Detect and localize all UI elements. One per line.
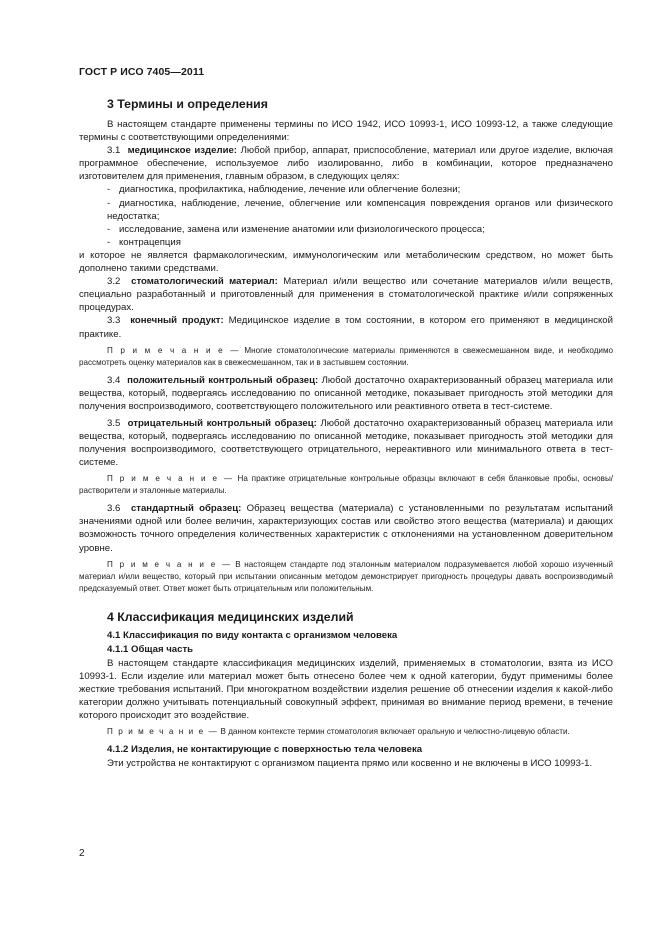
defined-term: положительный контрольный образец: bbox=[127, 374, 319, 386]
definition-3-2: 3.2 стоматологический материал: Материал и/или вещество или сочетание материалов и/или веществ, специально разработанный и приготовленный для применения в стоматологической практике и/или сопряженных процедурах. bbox=[79, 276, 613, 314]
list-item: - диагностика, профилактика, наблюдение, лечение или облегчение болезни; bbox=[107, 184, 461, 196]
defined-term: отрицательный контрольный образец: bbox=[127, 417, 317, 429]
paragraph-4-1-2: Эти устройства не контактируют с организмом пациента прямо или косвенно и не включены в ИСО 10993-1. bbox=[107, 758, 593, 770]
note-label: П р и м е ч а н и е — bbox=[107, 727, 219, 737]
paragraph-4-1-1: В настоящем стандарте классификация медицинских изделий, применяемых в стоматологии, взята из ИСО 10993-1. Если изделие или материал может быть отнесено более чем к одной категории, будут применимы более жесткие требования испытаний. При многократном воздействии изделия решение об отнесении изделия к какой-либо категории должно учитывать потенциальный совокупный эффект, принимая во внимание период времени, в течение которого происходит это воздействие. bbox=[79, 657, 613, 721]
definition-number: 3.1 bbox=[107, 145, 121, 157]
running-header: ГОСТ Р ИСО 7405—2011 bbox=[79, 66, 205, 78]
definition-3-1 bbox=[79, 144, 613, 183]
list-item: - исследование, замена или изменение анатомии или физиологического процесса; bbox=[107, 223, 485, 235]
definition-3-4: 3.4 положительный контрольный образец: Любой достаточно охарактеризованный образец материала или вещества, который, подвергаясь исследованию по описанной методике, показывает пригодность этой методики для получения воспроизводимого, соответствующего положительного или реактивного ответа в тест-системе. bbox=[79, 374, 613, 412]
list-item: - контрацепция bbox=[107, 236, 181, 248]
note-3: П р и м е ч а н и е — В настоящем стандарте под эталонным материалом подразумевается любой хорошо изученный материал и/или вещество, который при испытании описанным методом демонстрирует пригодность процедуры давать воспроизводимый предсказуемый ответ. Ответ может быть отрицательным или положительным. bbox=[79, 559, 613, 593]
subsection-4-1-1-heading: 4.1.1 Общая часть bbox=[107, 643, 194, 655]
list-item: - диагностика, наблюдение, лечение, облегчение или компенсация повреждения органов или физического недостатка; bbox=[107, 197, 613, 222]
section-3-intro: В настоящем стандарте применены термины по ИСО 1942, ИСО 10993-1, ИСО 10993-12, а также следующие термины с соответствующими определениями: bbox=[79, 119, 613, 144]
defined-term: стоматологический материал: bbox=[131, 276, 278, 288]
definition-3-3: 3.3 конечный продукт: Медицинское изделие в том состоянии, в котором его применяют в медицинской практике. bbox=[79, 315, 613, 340]
definition-3-1-tail: и которое не является фармакологическим, иммунологическим или метаболическим средством, но может быть дополнено такими средствами. bbox=[79, 249, 613, 275]
note-2: П р и м е ч а н и е — На практике отрицательные контрольные образцы включают в себя бланковые пробы, основы/растворители и эталонные материалы. bbox=[79, 474, 614, 496]
defined-term: конечный продукт: bbox=[130, 315, 224, 327]
defined-term: медицинское изделие: bbox=[127, 145, 237, 157]
definition-3-5: 3.5 отрицательный контрольный образец: Любой достаточно охарактеризованный образец материала или вещества, который, подвергаясь исследованию по описанной методике, показывает пригодность этой методики для получения воспроизводимого, соответствующего отрицательного, нереактивного или минимального ответа в тест-системе. bbox=[79, 417, 613, 469]
note-label: П р и м е ч а н и е — bbox=[107, 474, 234, 484]
definition-3-6: 3.6 стандартный образец: Образец вещества (материала) с установленными по результатам испытаний значениями одной или более величин, характеризующих состав или свойство этого вещества (материала) и дающих возможность точного определения количественных характеристик с отклонениями на установленном доверительном уровне. bbox=[79, 503, 613, 554]
section-4-heading: 4 Классификация медицинских изделий bbox=[107, 609, 354, 624]
defined-term: стандартный образец: bbox=[130, 503, 242, 515]
page-number: 2 bbox=[79, 848, 85, 859]
section-3-heading: 3 Термины и определения bbox=[107, 97, 268, 111]
page-content bbox=[79, 96, 613, 770]
subsection-4-1-heading: 4.1 Классификация по виду контакта с организмом человека bbox=[107, 629, 398, 641]
note-label: П р и м е ч а н и е — bbox=[107, 345, 240, 355]
note-label: П р и м е ч а н и е — bbox=[107, 559, 232, 569]
definition-text: Любой прибор, аппарат, приспособление, материал или другое изделие, включая программное обеспечение, используемое либо изолированно, либо в комбинации, которое предназначено изготовителем для применения, главным образом, в следующих целях: bbox=[79, 145, 613, 183]
note-4: П р и м е ч а н и е — В данном контексте термин стоматология включает оральную и челюстно-лицевую области. bbox=[107, 727, 570, 737]
note-1: П р и м е ч а н и е — Многие стоматологические материалы применяются в свежесмешанном виде, и необходимо рассмотреть оценку материалов как в свежесмешанном, так и в застывшем состоянии. bbox=[79, 345, 614, 367]
subsection-4-1-2-heading: 4.1.2 Изделия, не контактирующие с поверхностью тела человека bbox=[107, 744, 423, 756]
